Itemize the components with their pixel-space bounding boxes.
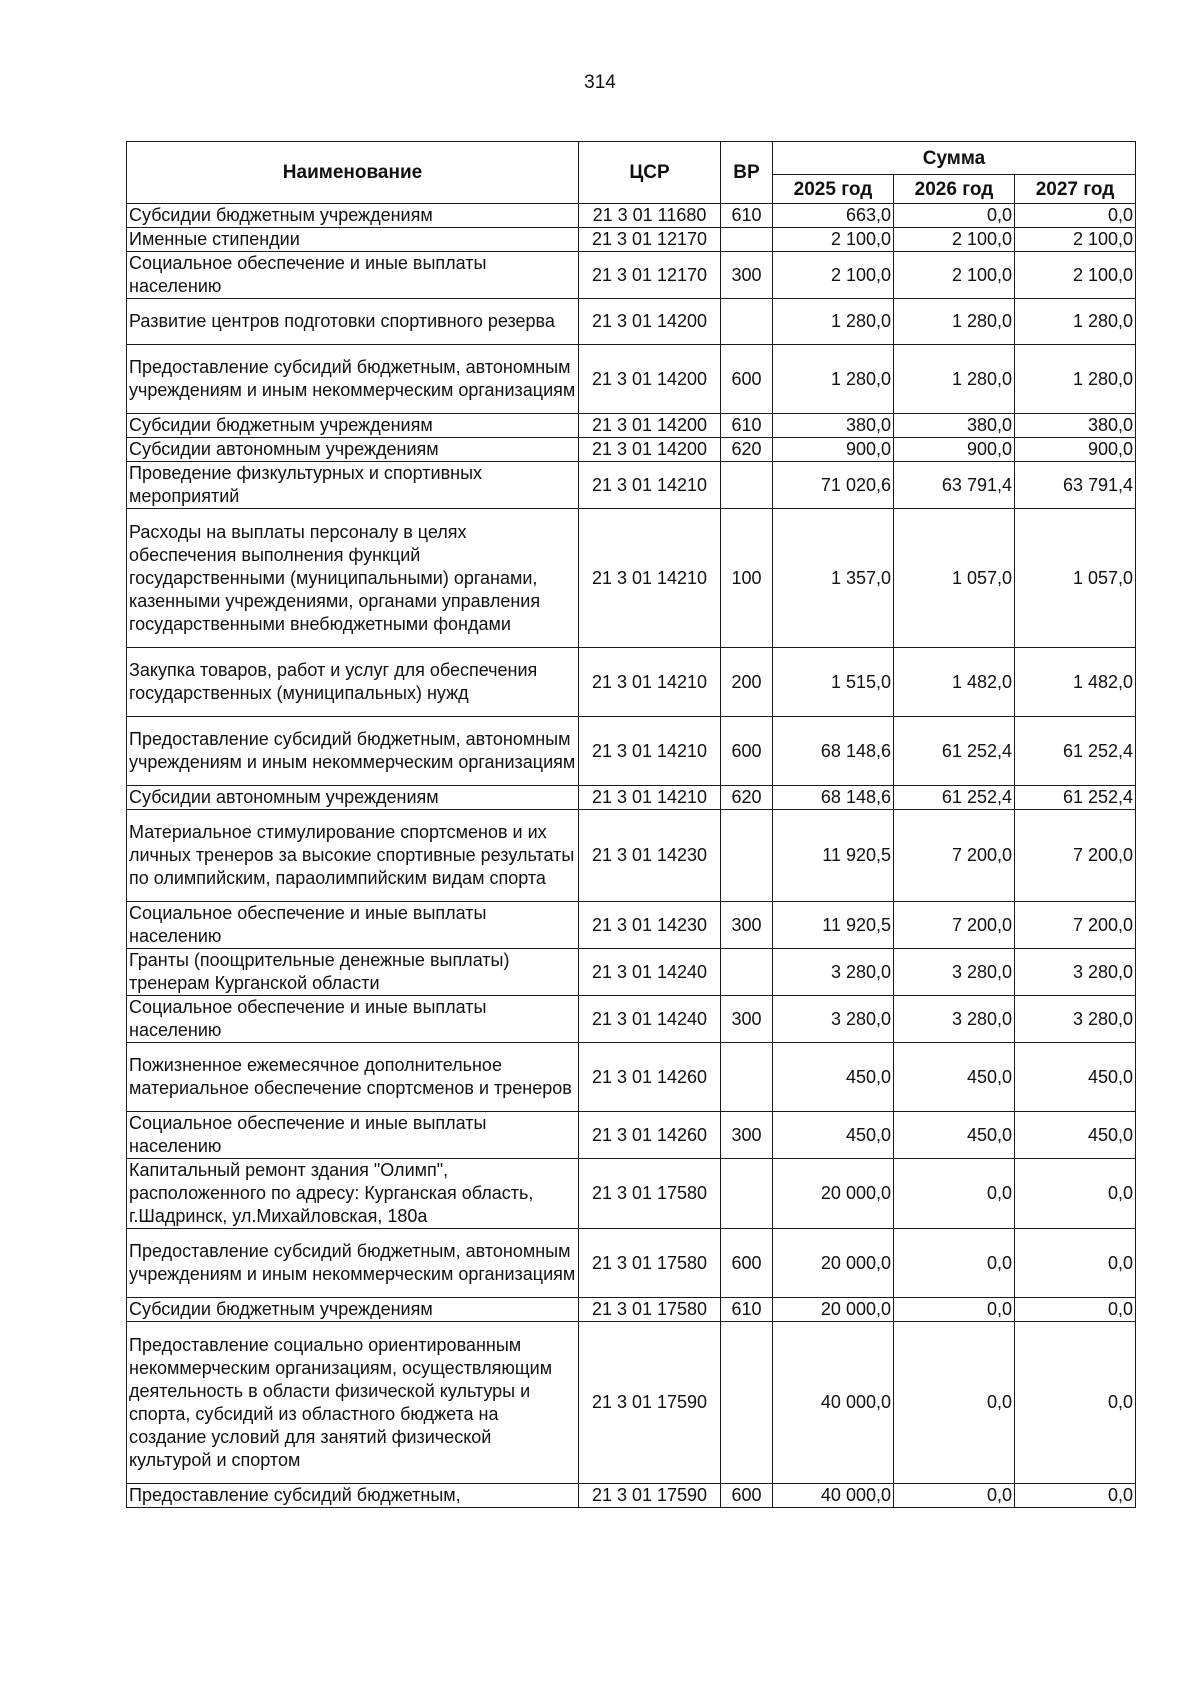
header-year-2027: 2027 год (1015, 175, 1136, 204)
row-csr: 21 3 01 14240 (579, 996, 721, 1043)
row-amount-2025: 450,0 (773, 1112, 894, 1159)
row-name: Субсидии автономным учреждениям (127, 438, 579, 462)
row-vr: 100 (721, 509, 773, 648)
row-amount-2025: 20 000,0 (773, 1159, 894, 1229)
row-name: Материальное стимулирование спортсменов и их личных тренеров за высокие спортивные результаты по олимпийским, параолимпийским видам спорта (127, 810, 579, 902)
row-amount-2027: 7 200,0 (1015, 902, 1136, 949)
row-name: Расходы на выплаты персоналу в целях обеспечения выполнения функций государственными (муниципальными) органами, казенными учреждениями, органами управления государственными внебюджетными фондами (127, 509, 579, 648)
table-header (127, 142, 1136, 204)
row-amount-2026: 0,0 (894, 1484, 1015, 1508)
table-row (127, 810, 1136, 902)
row-amount-2027: 450,0 (1015, 1112, 1136, 1159)
row-amount-2026: 2 100,0 (894, 252, 1015, 299)
row-amount-2025: 2 100,0 (773, 228, 894, 252)
row-csr: 21 3 01 14200 (579, 438, 721, 462)
row-csr: 21 3 01 14200 (579, 414, 721, 438)
row-amount-2025: 20 000,0 (773, 1298, 894, 1322)
row-vr (721, 810, 773, 902)
row-csr: 21 3 01 12170 (579, 228, 721, 252)
header-csr: ЦСР (579, 142, 721, 204)
row-name: Капитальный ремонт здания "Олимп", расположенного по адресу: Курганская область, г.Шадринск, ул.Михайловская, 180а (127, 1159, 579, 1229)
header-sum: Сумма (773, 142, 1136, 175)
row-amount-2027: 380,0 (1015, 414, 1136, 438)
row-amount-2027: 0,0 (1015, 1229, 1136, 1298)
row-amount-2027: 2 100,0 (1015, 252, 1136, 299)
row-amount-2026: 7 200,0 (894, 810, 1015, 902)
header-year-2025: 2025 год (773, 175, 894, 204)
table-row (127, 462, 1136, 509)
table-row (127, 1159, 1136, 1229)
row-amount-2025: 20 000,0 (773, 1229, 894, 1298)
row-amount-2027: 63 791,4 (1015, 462, 1136, 509)
row-amount-2027: 0,0 (1015, 1159, 1136, 1229)
table-row (127, 996, 1136, 1043)
row-amount-2026: 0,0 (894, 1229, 1015, 1298)
header-vr: ВР (721, 142, 773, 204)
row-amount-2025: 900,0 (773, 438, 894, 462)
row-vr: 610 (721, 204, 773, 228)
row-amount-2026: 0,0 (894, 1298, 1015, 1322)
row-amount-2026: 900,0 (894, 438, 1015, 462)
row-name: Предоставление субсидий бюджетным, автономным учреждениям и иным некоммерческим организациям (127, 345, 579, 414)
budget-table (126, 141, 1136, 1508)
row-amount-2026: 61 252,4 (894, 786, 1015, 810)
row-vr: 620 (721, 786, 773, 810)
table-row (127, 345, 1136, 414)
row-name: Закупка товаров, работ и услуг для обеспечения государственных (муниципальных) нужд (127, 648, 579, 717)
row-name: Социальное обеспечение и иные выплаты населению (127, 996, 579, 1043)
row-vr (721, 1322, 773, 1484)
table-row (127, 949, 1136, 996)
row-vr: 300 (721, 902, 773, 949)
row-amount-2027: 2 100,0 (1015, 228, 1136, 252)
row-amount-2026: 450,0 (894, 1112, 1015, 1159)
row-amount-2027: 0,0 (1015, 1484, 1136, 1508)
row-amount-2026: 7 200,0 (894, 902, 1015, 949)
row-csr: 21 3 01 14230 (579, 902, 721, 949)
row-name: Социальное обеспечение и иные выплаты населению (127, 902, 579, 949)
row-amount-2027: 1 482,0 (1015, 648, 1136, 717)
row-csr: 21 3 01 14210 (579, 462, 721, 509)
row-amount-2025: 663,0 (773, 204, 894, 228)
row-amount-2025: 68 148,6 (773, 717, 894, 786)
row-amount-2025: 1 280,0 (773, 299, 894, 345)
header-year-2026: 2026 год (894, 175, 1015, 204)
row-amount-2025: 1 280,0 (773, 345, 894, 414)
row-amount-2027: 1 057,0 (1015, 509, 1136, 648)
row-amount-2026: 63 791,4 (894, 462, 1015, 509)
row-amount-2025: 68 148,6 (773, 786, 894, 810)
row-amount-2025: 40 000,0 (773, 1484, 894, 1508)
row-amount-2026: 0,0 (894, 204, 1015, 228)
row-csr: 21 3 01 14260 (579, 1112, 721, 1159)
row-amount-2025: 2 100,0 (773, 252, 894, 299)
row-csr: 21 3 01 17590 (579, 1322, 721, 1484)
row-name: Субсидии бюджетным учреждениям (127, 1298, 579, 1322)
table-row (127, 509, 1136, 648)
row-vr (721, 228, 773, 252)
row-vr (721, 299, 773, 345)
row-vr: 610 (721, 1298, 773, 1322)
row-amount-2027: 3 280,0 (1015, 996, 1136, 1043)
table-row (127, 1112, 1136, 1159)
row-vr: 300 (721, 996, 773, 1043)
row-vr: 300 (721, 1112, 773, 1159)
row-name: Проведение физкультурных и спортивных мероприятий (127, 462, 579, 509)
row-name: Субсидии бюджетным учреждениям (127, 414, 579, 438)
table-row (127, 252, 1136, 299)
row-amount-2025: 1 515,0 (773, 648, 894, 717)
row-amount-2025: 11 920,5 (773, 902, 894, 949)
row-csr: 21 3 01 14240 (579, 949, 721, 996)
page-number: 314 (584, 72, 616, 93)
table-row (127, 1322, 1136, 1484)
row-csr: 21 3 01 14200 (579, 345, 721, 414)
row-name: Предоставление субсидий бюджетным, (127, 1484, 579, 1508)
row-amount-2025: 3 280,0 (773, 949, 894, 996)
table-row (127, 902, 1136, 949)
row-vr: 200 (721, 648, 773, 717)
row-name: Именные стипендии (127, 228, 579, 252)
row-name: Предоставление субсидий бюджетным, автономным учреждениям и иным некоммерческим организациям (127, 1229, 579, 1298)
row-amount-2026: 450,0 (894, 1043, 1015, 1112)
row-amount-2025: 40 000,0 (773, 1322, 894, 1484)
row-name: Социальное обеспечение и иные выплаты населению (127, 252, 579, 299)
row-amount-2027: 0,0 (1015, 1322, 1136, 1484)
row-vr: 610 (721, 414, 773, 438)
row-csr: 21 3 01 14210 (579, 786, 721, 810)
row-amount-2026: 380,0 (894, 414, 1015, 438)
row-vr: 620 (721, 438, 773, 462)
table-row (127, 299, 1136, 345)
row-amount-2027: 3 280,0 (1015, 949, 1136, 996)
table-row (127, 228, 1136, 252)
row-amount-2025: 11 920,5 (773, 810, 894, 902)
row-amount-2027: 1 280,0 (1015, 299, 1136, 345)
row-name: Развитие центров подготовки спортивного резерва (127, 299, 579, 345)
row-amount-2027: 61 252,4 (1015, 786, 1136, 810)
row-amount-2027: 0,0 (1015, 204, 1136, 228)
row-vr: 600 (721, 1229, 773, 1298)
row-csr: 21 3 01 17580 (579, 1298, 721, 1322)
row-csr: 21 3 01 14200 (579, 299, 721, 345)
table-row (127, 1298, 1136, 1322)
row-vr: 600 (721, 717, 773, 786)
row-csr: 21 3 01 12170 (579, 252, 721, 299)
row-amount-2026: 61 252,4 (894, 717, 1015, 786)
row-csr: 21 3 01 14210 (579, 717, 721, 786)
row-name: Пожизненное ежемесячное дополнительное материальное обеспечение спортсменов и тренеров (127, 1043, 579, 1112)
row-amount-2026: 0,0 (894, 1322, 1015, 1484)
table-row (127, 1484, 1136, 1508)
row-vr: 300 (721, 252, 773, 299)
row-name: Гранты (поощрительные денежные выплаты) тренерам Курганской области (127, 949, 579, 996)
row-amount-2026: 1 280,0 (894, 345, 1015, 414)
row-name: Предоставление субсидий бюджетным, автономным учреждениям и иным некоммерческим организациям (127, 717, 579, 786)
row-amount-2026: 1 482,0 (894, 648, 1015, 717)
row-amount-2025: 1 357,0 (773, 509, 894, 648)
row-csr: 21 3 01 11680 (579, 204, 721, 228)
row-vr (721, 949, 773, 996)
table-row (127, 1229, 1136, 1298)
row-csr: 21 3 01 17580 (579, 1229, 721, 1298)
table-body (127, 204, 1136, 1508)
row-name: Социальное обеспечение и иные выплаты населению (127, 1112, 579, 1159)
row-amount-2025: 3 280,0 (773, 996, 894, 1043)
row-csr: 21 3 01 17590 (579, 1484, 721, 1508)
row-csr: 21 3 01 14210 (579, 509, 721, 648)
row-vr (721, 462, 773, 509)
table-row (127, 438, 1136, 462)
row-amount-2026: 1 280,0 (894, 299, 1015, 345)
row-vr: 600 (721, 345, 773, 414)
header-name: Наименование (127, 142, 579, 204)
row-csr: 21 3 01 17580 (579, 1159, 721, 1229)
row-amount-2026: 1 057,0 (894, 509, 1015, 648)
table-row (127, 1043, 1136, 1112)
table-row (127, 648, 1136, 717)
row-amount-2027: 61 252,4 (1015, 717, 1136, 786)
row-amount-2026: 0,0 (894, 1159, 1015, 1229)
row-amount-2025: 380,0 (773, 414, 894, 438)
row-amount-2025: 450,0 (773, 1043, 894, 1112)
row-amount-2026: 3 280,0 (894, 996, 1015, 1043)
row-amount-2027: 450,0 (1015, 1043, 1136, 1112)
table-row (127, 204, 1136, 228)
row-amount-2027: 0,0 (1015, 1298, 1136, 1322)
row-name: Предоставление социально ориентированным некоммерческим организациям, осуществляющим деятельность в области физической культуры и спорта, субсидий из областного бюджета на создание условий для занятий физической культурой и спортом (127, 1322, 579, 1484)
row-amount-2027: 7 200,0 (1015, 810, 1136, 902)
row-amount-2026: 3 280,0 (894, 949, 1015, 996)
row-vr (721, 1159, 773, 1229)
row-amount-2027: 900,0 (1015, 438, 1136, 462)
row-csr: 21 3 01 14260 (579, 1043, 721, 1112)
row-amount-2027: 1 280,0 (1015, 345, 1136, 414)
row-name: Субсидии автономным учреждениям (127, 786, 579, 810)
row-amount-2026: 2 100,0 (894, 228, 1015, 252)
table-row (127, 414, 1136, 438)
row-vr (721, 1043, 773, 1112)
table-row (127, 786, 1136, 810)
row-csr: 21 3 01 14210 (579, 648, 721, 717)
table-row (127, 717, 1136, 786)
row-name: Субсидии бюджетным учреждениям (127, 204, 579, 228)
row-csr: 21 3 01 14230 (579, 810, 721, 902)
row-vr: 600 (721, 1484, 773, 1508)
row-amount-2025: 71 020,6 (773, 462, 894, 509)
